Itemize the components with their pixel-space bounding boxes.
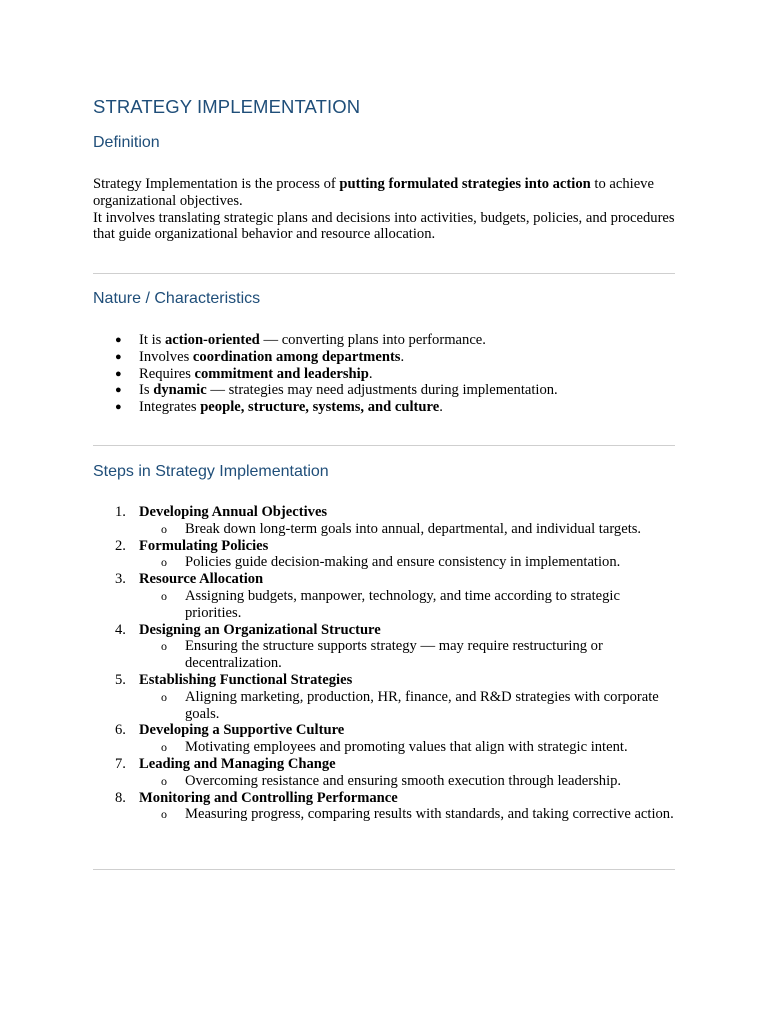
steps-heading: Steps in Strategy Implementation xyxy=(93,463,329,480)
step-title: Developing a Supportive Culture xyxy=(139,722,345,739)
step-title: Developing Annual Objectives xyxy=(139,504,328,520)
list-item: ● Requires commitment and leadership. xyxy=(115,365,373,382)
definition-paragraph-2: It involves translating strategic plans and decisions into activities, budgets, policies, and procedures that guide organizational behavior and resource allocation. xyxy=(93,209,675,243)
list-item: 1. Developing Annual Objectives o Break down long-term goals into annual, departmental, and individual targets. xyxy=(93,504,675,538)
list-item: 7. Leading and Managing Change o Overcoming resistance and ensuring smooth execution through leadership. xyxy=(93,756,675,790)
step-title: Resource Allocation xyxy=(139,571,264,588)
step-detail: o Break down long-term goals into annual, departmental, and individual targets. xyxy=(161,520,642,537)
step-title: Establishing Functional Strategies xyxy=(139,671,353,688)
page-title: STRATEGY IMPLEMENTATION xyxy=(93,96,361,117)
list-item: ● Involves coordination among departments. xyxy=(115,348,405,365)
list-item: 2. Formulating Policies o Policies guide decision-making and ensure consistency in implementation. xyxy=(93,538,675,572)
list-item: 6. Developing a Supportive Culture o Motivating employees and promoting values that align with strategic intent. xyxy=(93,722,675,756)
step-title: Leading and Managing Change xyxy=(139,755,336,772)
definition-text xyxy=(93,176,675,243)
list-item: 4. Designing an Organizational Structure o Ensuring the structure supports strategy — may require restructuring or decentralization. xyxy=(93,622,675,672)
circle-bullet-icon: o xyxy=(161,807,167,822)
bullet-dot-icon: ● xyxy=(115,334,122,346)
nature-list xyxy=(93,332,558,416)
step-detail: o Policies guide decision-making and ensure consistency in implementation. xyxy=(161,554,621,571)
list-item: ● Is dynamic — strategies may need adjustments during implementation. xyxy=(115,382,558,399)
step-detail: o Ensuring the structure supports strategy — may require restructuring or decentralization. xyxy=(161,638,603,672)
step-title: Formulating Policies xyxy=(139,537,269,554)
bullet-dot-icon: ● xyxy=(115,350,122,363)
step-detail: o Motivating employees and promoting values that align with strategic intent. xyxy=(161,739,628,756)
list-item: 3. Resource Allocation o Assigning budgets, manpower, technology, and time according to strategic priorities. xyxy=(93,571,675,621)
step-title: Designing an Organizational Structure xyxy=(139,621,381,638)
bullet-dot-icon: ● xyxy=(115,367,122,380)
list-item: 5. Establishing Functional Strategies o Aligning marketing, production, HR, finance, and R&D strategies with corporate goals. xyxy=(93,672,675,722)
definition-paragraph-1: Strategy Implementation is the process of putting formulated strategies into action to achieve organizational objectives. xyxy=(93,176,654,209)
list-item: ● Integrates people, structure, systems, and culture. xyxy=(115,399,443,416)
step-detail: o Aligning marketing, production, HR, finance, and R&D strategies with corporate goals. xyxy=(161,688,659,722)
circle-bullet-icon: o xyxy=(161,521,167,536)
list-item: ● It is action-oriented — converting plans into performance. xyxy=(115,332,486,348)
circle-bullet-icon: o xyxy=(161,740,167,755)
circle-bullet-icon: o xyxy=(161,588,167,603)
section-divider xyxy=(93,445,675,446)
step-title: Monitoring and Controlling Performance xyxy=(139,789,398,806)
definition-heading: Definition xyxy=(93,134,160,151)
steps-list xyxy=(93,504,675,823)
nature-heading: Nature / Characteristics xyxy=(93,290,261,307)
step-detail: o Measuring progress, comparing results with standards, and taking corrective action. xyxy=(161,806,674,823)
circle-bullet-icon: o xyxy=(161,555,167,570)
definition-emphasis: putting formulated strategies into action xyxy=(339,176,591,192)
step-detail: o Overcoming resistance and ensuring smooth execution through leadership. xyxy=(161,772,622,789)
list-item: 8. Monitoring and Controlling Performance o Measuring progress, comparing results with standards, and taking corrective action. xyxy=(115,789,674,823)
circle-bullet-icon: o xyxy=(161,639,167,654)
bullet-dot-icon: ● xyxy=(115,384,122,397)
circle-bullet-icon: o xyxy=(161,689,167,704)
step-detail: o Assigning budgets, manpower, technology, and time according to strategic priorities. xyxy=(161,587,620,621)
circle-bullet-icon: o xyxy=(161,773,167,788)
bullet-dot-icon: ● xyxy=(115,401,122,414)
section-divider xyxy=(93,273,675,274)
section-divider xyxy=(93,869,675,870)
